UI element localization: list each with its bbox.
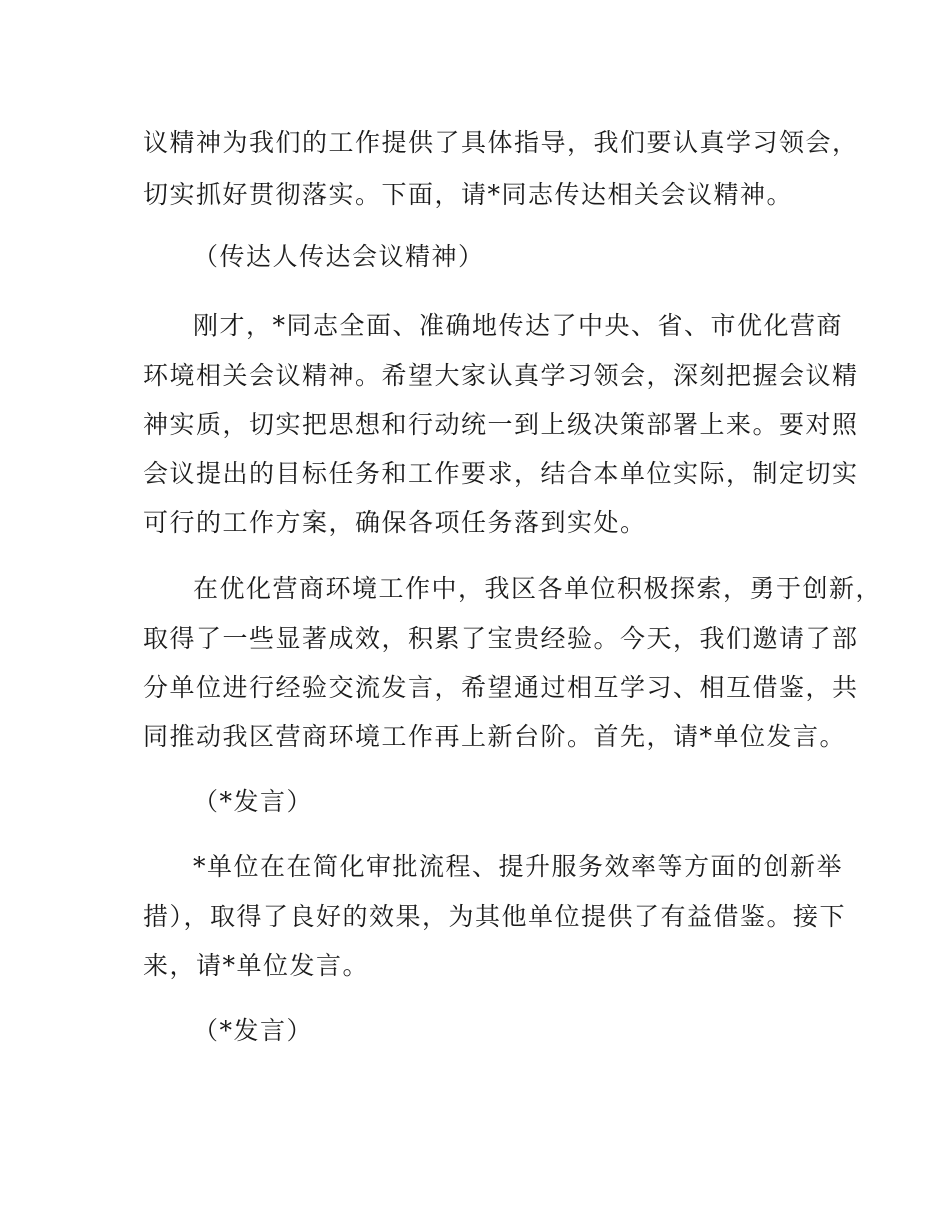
paragraph-3-line-3: 神实质，切实把思想和行动统一到上级决策部署上来。要对照 — [143, 410, 859, 439]
paragraph-1-line-1: 议精神为我们的工作提供了具体指导，我们要认真学习领会， — [143, 128, 859, 157]
paragraph-4-line-3: 分单位进行经验交流发言，希望通过相互学习、相互借鉴，共 — [143, 673, 859, 702]
paragraph-6-line-3: 来，请*单位发言。 — [143, 951, 370, 980]
paragraph-4-line-1: 在优化营商环境工作中，我区各单位积极探索，勇于创新， — [193, 574, 883, 603]
paragraph-5-line-1: （*发言） — [193, 787, 314, 816]
paragraph-3-line-5: 可行的工作方案，确保各项任务落到实处。 — [143, 508, 647, 537]
paragraph-6-line-2: 措），取得了良好的效果，为其他单位提供了有益借鉴。接下 — [143, 902, 847, 931]
paragraph-1-line-2: 切实抓好贯彻落实。下面，请*同志传达相关会议精神。 — [143, 180, 794, 209]
paragraph-3-line-1: 刚才，*同志全面、准确地传达了中央、省、市优化营商 — [193, 311, 844, 340]
paragraph-2-line-1: （传达人传达会议精神） — [193, 242, 485, 271]
paragraph-3-line-2: 环境相关会议精神。希望大家认真学习领会，深刻把握会议精 — [143, 361, 859, 390]
paragraph-3-line-4: 会议提出的目标任务和工作要求，结合本单位实际，制定切实 — [143, 459, 859, 488]
paragraph-4-line-2: 取得了一些显著成效，积累了宝贵经验。今天，我们邀请了部 — [143, 624, 859, 653]
paragraph-7-line-1: （*发言） — [193, 1016, 314, 1045]
paragraph-6-line-1: *单位在在简化审批流程、提升服务效率等方面的创新举 — [193, 852, 844, 881]
paragraph-4-line-4: 同推动我区营商环境工作再上新台阶。首先，请*单位发言。 — [143, 722, 847, 751]
